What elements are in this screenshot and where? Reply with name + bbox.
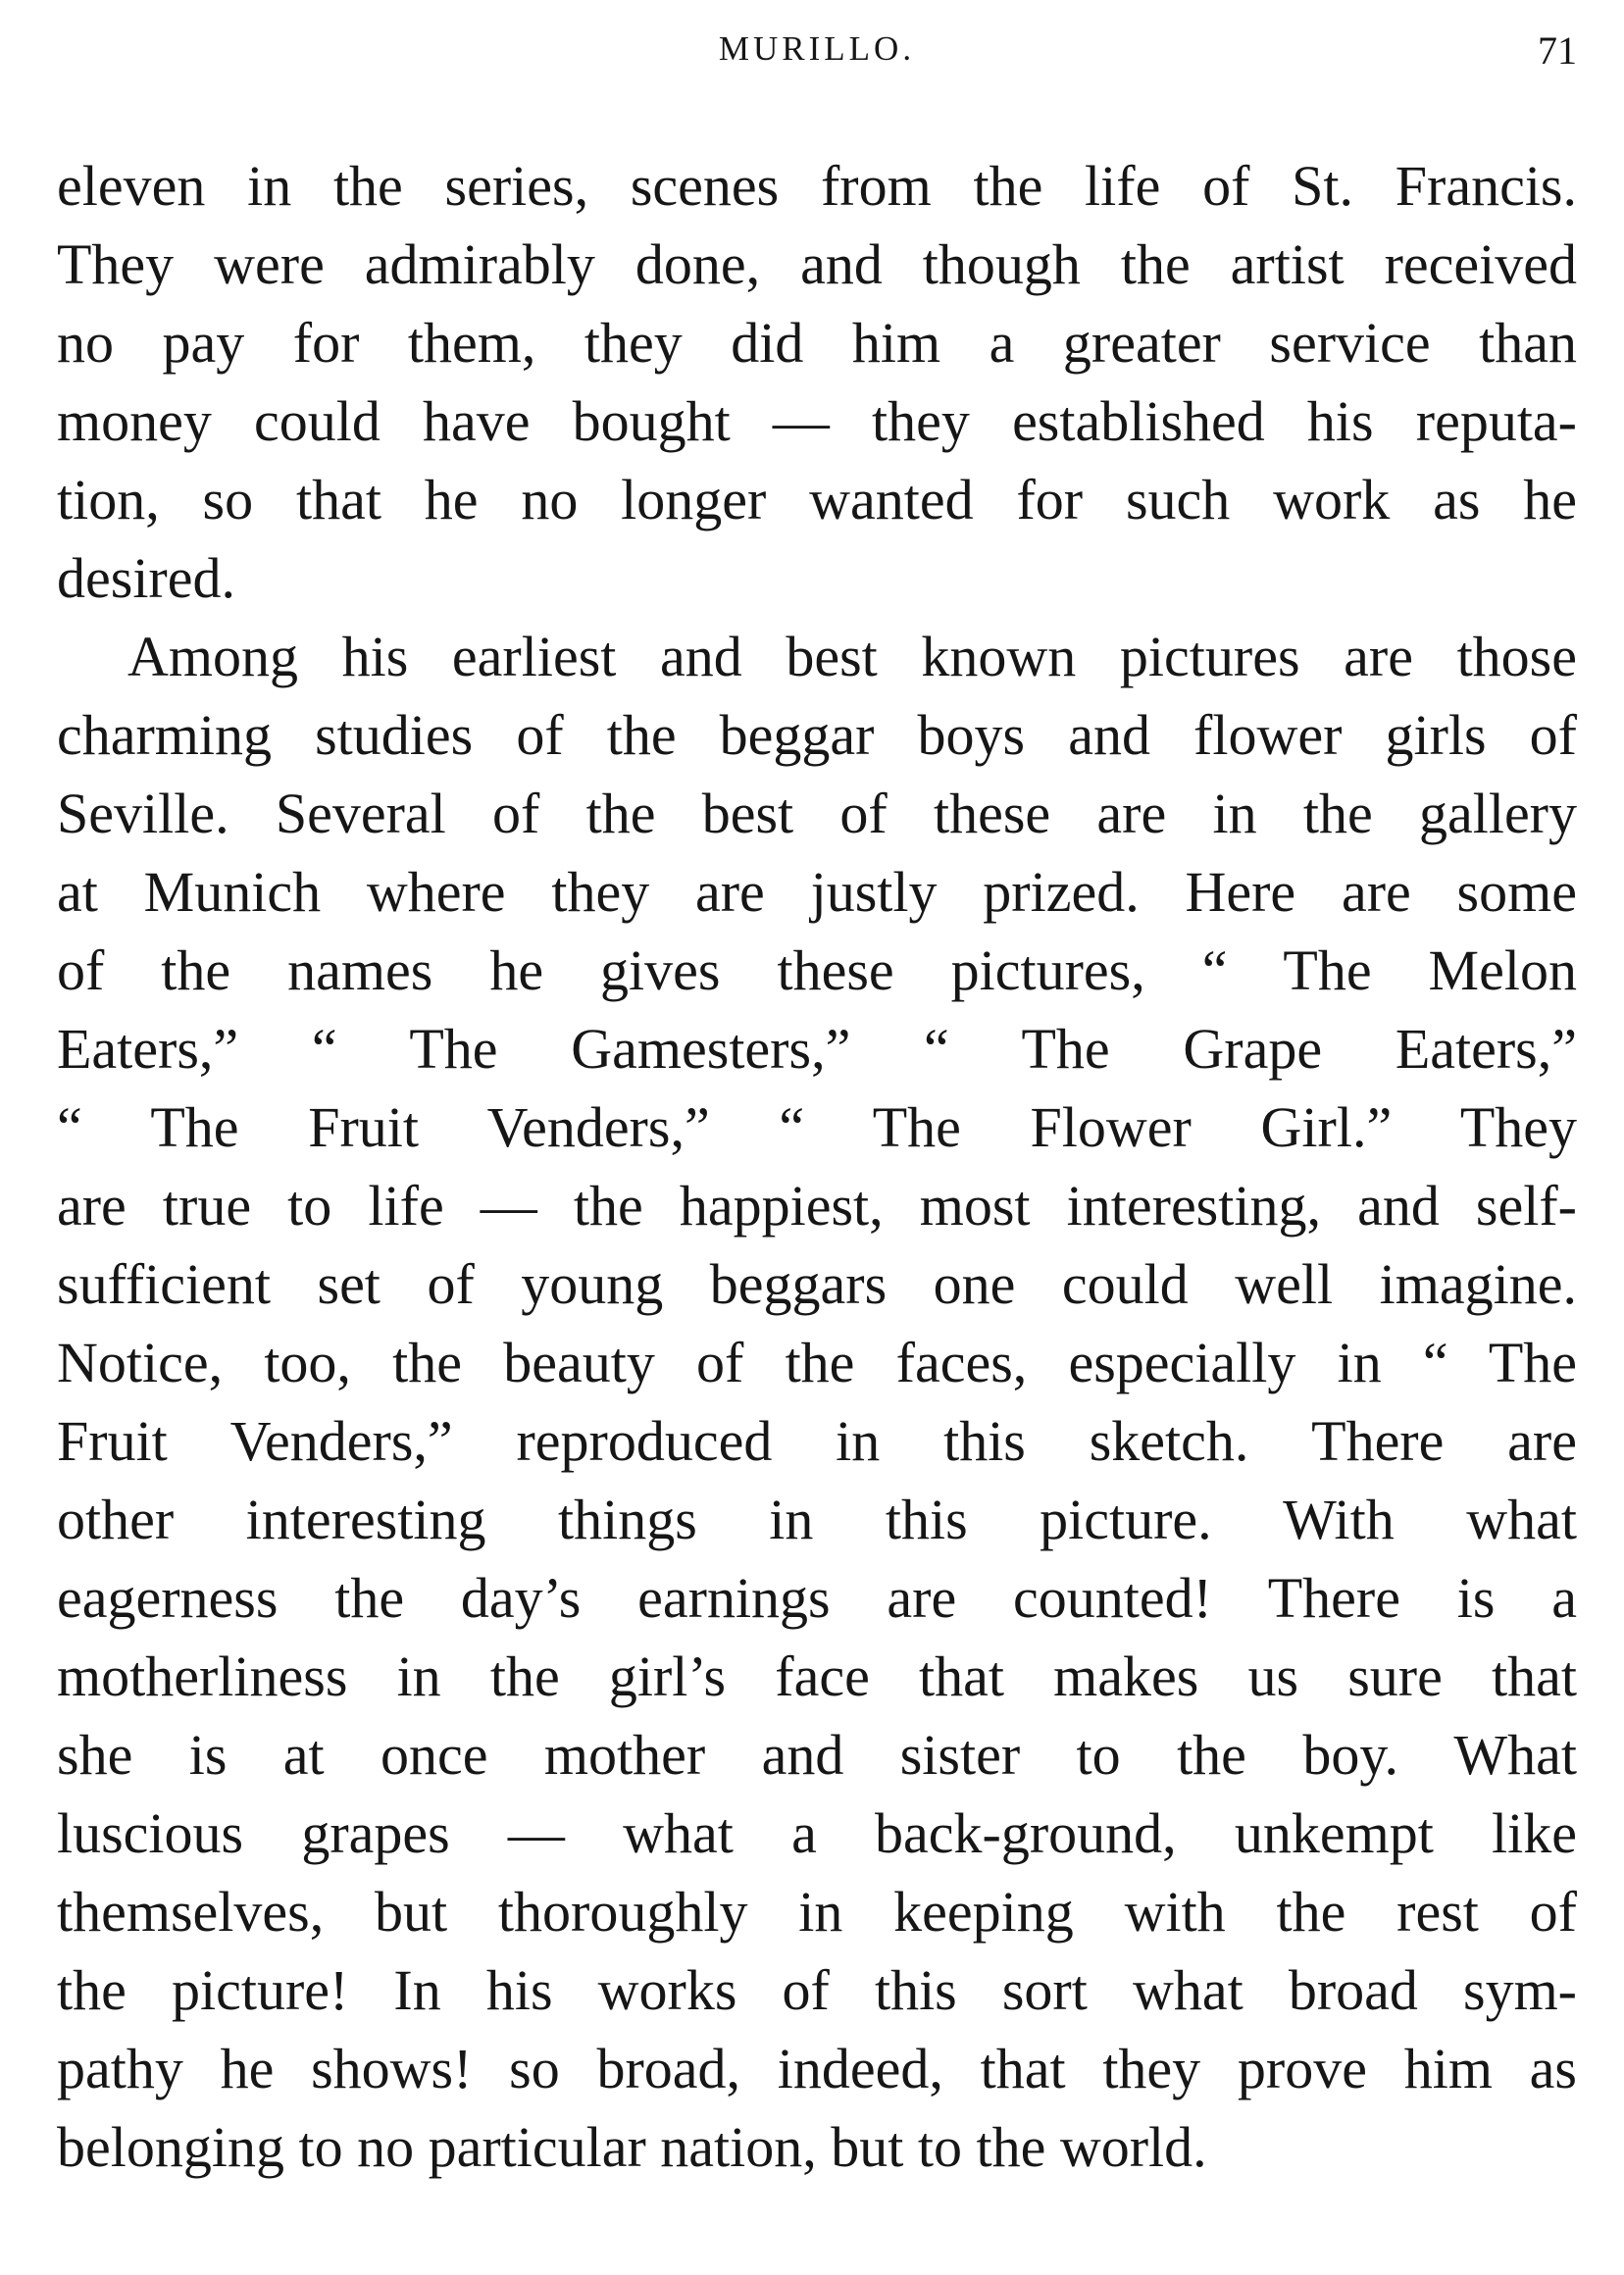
text-line: the picture! In his works of this sort what broad sym- [57, 1958, 1577, 2022]
text-line: tion, so that he no longer wanted for such work as he [57, 468, 1577, 531]
paragraph-2 [57, 618, 1577, 2187]
text-line: Notice, too, the beauty of the faces, especially in “ The [57, 1331, 1577, 1394]
text-line: They were admirably done, and though the artist received [57, 232, 1577, 296]
paragraph-1 [57, 147, 1577, 618]
running-title: MURILLO. [718, 29, 916, 68]
text-line: eagerness the day’s earnings are counted! There is a [57, 1566, 1577, 1630]
text-line: motherliness in the girl’s face that makes us sure that [57, 1644, 1577, 1708]
text-line: she is at once mother and sister to the boy. What [57, 1723, 1577, 1787]
text-line: Seville. Several of the best of these are in the gallery [57, 782, 1577, 845]
text-line: of the names he gives these pictures, “ The Melon [57, 938, 1577, 1002]
text-line: pathy he shows! so broad, indeed, that they prove him as [57, 2037, 1577, 2100]
text-line: Fruit Venders,” reproduced in this sketch. There are [57, 1409, 1577, 1473]
text-line: money could have bought — they established his reputa- [57, 389, 1577, 453]
page-number: 71 [1538, 28, 1577, 73]
text-line: belonging to no particular nation, but to the world. [57, 2115, 1207, 2179]
text-line: at Munich where they are justly prized. Here are some [57, 860, 1577, 924]
text-line: are true to life — the happiest, most interesting, and self- [57, 1174, 1577, 1238]
text-line: sufficient set of young beggars one could well imagine. [57, 1252, 1577, 1316]
text-line: themselves, but thoroughly in keeping with the rest of [57, 1880, 1577, 1944]
text-line: other interesting things in this picture. With what [57, 1488, 1577, 1551]
text-line: luscious grapes — what a back-ground, unkempt like [57, 1801, 1577, 1865]
text-line: “ The Fruit Venders,” “ The Flower Girl.” They [57, 1095, 1577, 1159]
text-line: Eaters,” “ The Gamesters,” “ The Grape Eaters,” [57, 1017, 1577, 1081]
text-line: Among his earliest and best known pictures are those [127, 625, 1577, 688]
text-line: eleven in the series, scenes from the life of St. Francis. [57, 154, 1577, 218]
text-line: no pay for them, they did him a greater service than [57, 311, 1577, 375]
text-line: desired. [57, 546, 235, 610]
text-line: charming studies of the beggar boys and flower girls of [57, 703, 1577, 767]
body-text [57, 147, 1577, 2187]
running-head [57, 25, 1577, 84]
